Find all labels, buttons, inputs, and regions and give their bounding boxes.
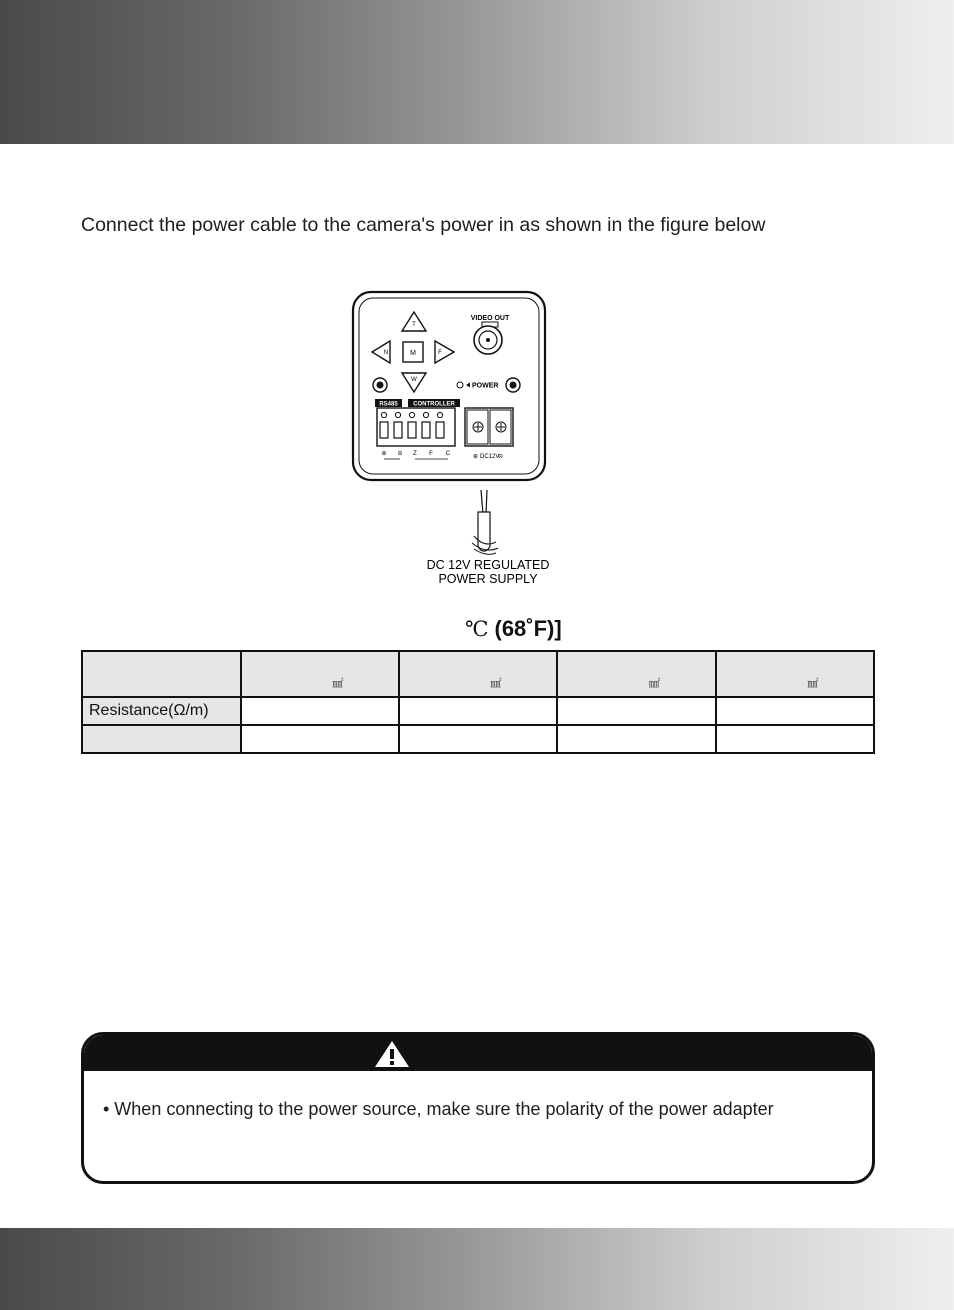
- table-row: [82, 697, 874, 725]
- unit-symbol: ㎟: [807, 677, 819, 690]
- svg-text:VIDEO OUT: VIDEO OUT: [470, 315, 510, 322]
- warning-box: [81, 1032, 875, 1184]
- svg-text:Z: Z: [413, 451, 417, 457]
- svg-text:F: F: [429, 451, 433, 457]
- svg-text:N: N: [383, 350, 389, 356]
- svg-text:⊕: ⊕: [473, 454, 479, 460]
- warning-text: • When connecting to the power source, make sure the polarity of the power adapter: [103, 1099, 774, 1119]
- svg-text:F: F: [438, 350, 442, 356]
- wire-spec-table: [81, 650, 875, 754]
- svg-text:T: T: [412, 322, 416, 328]
- svg-text:M: M: [410, 350, 416, 357]
- svg-text:DC12V: DC12V: [480, 454, 500, 460]
- table-cell: [241, 697, 399, 725]
- fahrenheit-value: (68˚F)]: [494, 616, 562, 641]
- svg-text:POWER SUPPLY: POWER SUPPLY: [438, 572, 538, 586]
- table-cell: [716, 725, 874, 753]
- header-cell: [399, 651, 557, 697]
- svg-text:C: C: [445, 451, 451, 457]
- footer-band: [0, 1228, 954, 1310]
- table-cell: [241, 725, 399, 753]
- svg-text:⊖: ⊖: [498, 454, 504, 460]
- header-cell: [241, 651, 399, 697]
- unit-symbol: ㎟: [490, 677, 502, 690]
- svg-text:⊖: ⊖: [397, 451, 403, 457]
- header-cell: [716, 651, 874, 697]
- unit-symbol: ㎟: [649, 677, 660, 690]
- warning-header: [84, 1035, 872, 1071]
- row-label-cell: [82, 725, 241, 753]
- table-cell: [399, 725, 557, 753]
- svg-text:CONTROLLER: CONTROLLER: [413, 401, 455, 408]
- celsius-symbol: ℃: [465, 617, 489, 641]
- temperature-heading: [465, 616, 562, 642]
- table-cell: [557, 697, 716, 725]
- table-cell: [557, 725, 716, 753]
- table-cell: [399, 697, 557, 725]
- svg-text:DC 12V REGULATED: DC 12V REGULATED: [426, 558, 550, 572]
- table-header-row: [82, 651, 874, 697]
- camera-rear-panel-diagram: [340, 286, 640, 596]
- svg-text:POWER: POWER: [472, 382, 499, 390]
- svg-text:⊕: ⊕: [381, 451, 387, 457]
- header-cell: [82, 651, 241, 697]
- table-cell: [716, 697, 874, 725]
- resistance-label: Resistance(Ω/m): [82, 697, 241, 725]
- header-band: [0, 0, 954, 144]
- svg-text:W: W: [411, 377, 417, 383]
- unit-symbol: ㎟: [332, 677, 344, 690]
- intro-text: Connect the power cable to the camera's power in as shown in the figure below: [81, 214, 766, 236]
- header-cell: [557, 651, 716, 697]
- table-row: [82, 725, 874, 753]
- warning-icon: [374, 1040, 410, 1068]
- svg-text:RS485: RS485: [379, 401, 398, 408]
